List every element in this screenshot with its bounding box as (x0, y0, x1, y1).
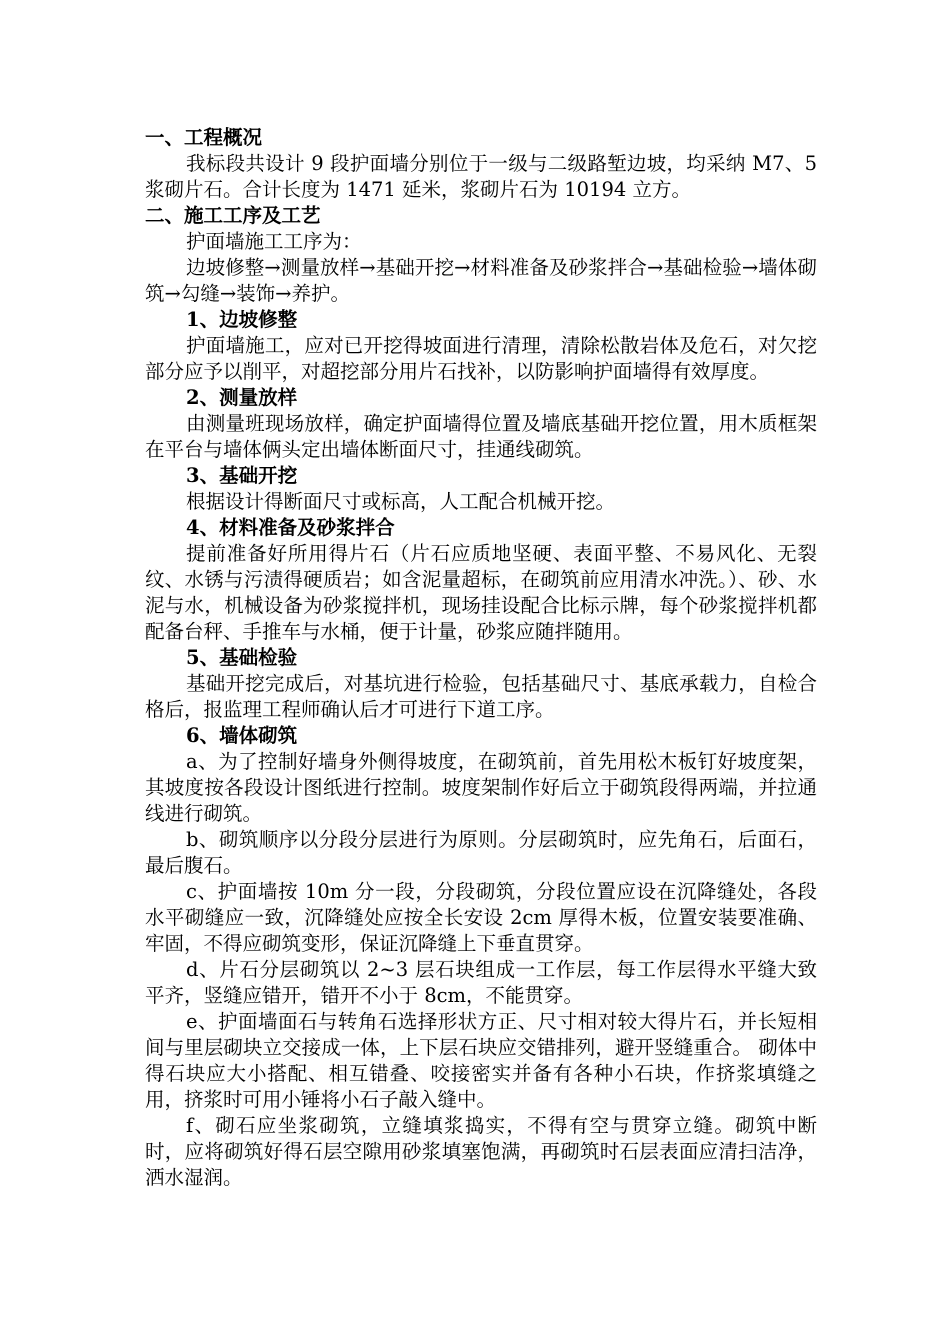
paragraph-masonry-a: a、为了控制好墙身外侧得坡度，在砌筑前，首先用松木板钉好坡度架，其坡度按各段设计图纸进行控制。坡度架制作好后立于砌筑段得两端，并拉通线进行砌筑。 (145, 750, 817, 825)
paragraph-masonry-c: c、护面墙按 10m 分一段，分段砌筑，分段位置应设在沉降缝处，各段水平砌缝应一致，沉降缝处应按全长安设 2cm 厚得木板，位置安装要准确、牢固，不得应砌筑变形，保证沉降缝上下垂直贯穿。 (145, 880, 817, 955)
paragraph-masonry-d: d、片石分层砌筑以 2~3 层石块组成一工作层，每工作层得水平缝大致平齐，竖缝应错开，错开不小于 8cm，不能贯穿。 (145, 958, 817, 1007)
paragraph-overview: 我标段共设计 9 段护面墙分别位于一级与二级路堑边坡，均采纳 M7、5 浆砌片石。合计长度为 1471 延米，浆砌片石为 10194 立方。 (145, 152, 817, 201)
paragraph-process-intro: 护面墙施工工序为： (186, 230, 362, 253)
subheading-materials-mortar: 4、材料准备及砂浆拌合 (186, 516, 395, 539)
subheading-slope-trimming: 1、边坡修整 (186, 308, 298, 331)
subheading-wall-masonry: 6、墙体砌筑 (186, 724, 298, 747)
paragraph-foundation-inspection: 基础开挖完成后，对基坑进行检验，包括基础尺寸、基底承载力，自检合格后，报监理工程师确认后才可进行下道工序。 (145, 672, 817, 721)
subheading-foundation-excavation: 3、基础开挖 (186, 464, 298, 487)
paragraph-masonry-e: e、护面墙面石与转角石选择形状方正、尺寸相对较大得片石，并长短相间与里层砌块立交接成一体，上下层石块应交错排列，避开竖缝重合。 砌体中得石块应大小搭配、相互错叠、咬接密实并备有各种小石块，作挤浆填缝之用，挤浆时可用小锤将小石子敲入缝中。 (145, 1010, 817, 1111)
paragraph-foundation-excavation: 根据设计得断面尺寸或标高，人工配合机械开挖。 (186, 490, 616, 513)
paragraph-slope-trimming: 护面墙施工，应对已开挖得坡面进行清理，清除松散岩体及危石，对欠挖部分应予以削平，对超挖部分用片石找补，以防影响护面墙得有效厚度。 (145, 334, 817, 383)
document-body (145, 125, 817, 1191)
section-heading-overview: 一、工程概况 (145, 126, 263, 149)
paragraph-materials-mortar: 提前准备好所用得片石（片石应质地坚硬、表面平整、不易风化、无裂纹、水锈与污渍得硬质岩；如含泥量超标，在砌筑前应用清水冲洗。）、砂、水泥与水，机械设备为砂浆搅拌机，现场挂设配合比标示牌，每个砂浆搅拌机都配备台秤、手推车与水桶，便于计量，砂浆应随拌随用。 (145, 542, 817, 643)
subheading-foundation-inspection: 5、基础检验 (186, 646, 298, 669)
paragraph-survey-layout: 由测量班现场放样，确定护面墙得位置及墙底基础开挖位置，用木质框架在平台与墙体俩头定出墙体断面尺寸，挂通线砌筑。 (145, 412, 817, 461)
subheading-survey-layout: 2、测量放样 (186, 386, 298, 409)
paragraph-process-sequence: 边坡修整→测量放样→基础开挖→材料准备及砂浆拌合→基础检验→墙体砌筑→勾缝→装饰→养护。 (145, 256, 817, 305)
paragraph-masonry-b: b、砌筑顺序以分段分层进行为原则。分层砌筑时，应先角石，后面石，最后腹石。 (145, 828, 817, 877)
section-heading-process: 二、施工工序及工艺 (145, 204, 321, 227)
paragraph-masonry-f: f、砌石应坐浆砌筑，立缝填浆捣实，不得有空与贯穿立缝。砌筑中断时，应将砌筑好得石层空隙用砂浆填塞饱满，再砌筑时石层表面应清扫洁净，洒水湿润。 (145, 1114, 817, 1189)
